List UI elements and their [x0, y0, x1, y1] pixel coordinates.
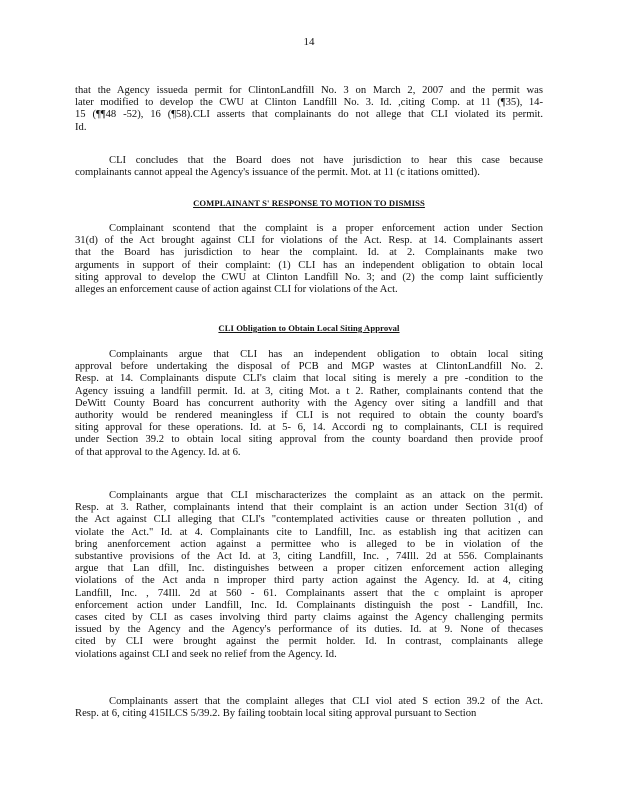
text-line: violate the Act." Id. at 4. Complainants cite to Landfill, Inc. as establish ing that acitizen can	[75, 526, 543, 538]
text-line: of that approval to the Agency. Id. at 6.	[75, 446, 241, 458]
text-line: Agency issuing a landfill permit. Id. at 3, citing Mot. a t 2. Rather, complainants contend that the	[75, 385, 543, 397]
text-line: Complainant scontend that the complaint is a proper enforcement action under Section	[109, 223, 543, 234]
text-line: Resp. at 6, citing 415ILCS 5/39.2. By failing toobtain local siting approval pursuant to Section	[75, 708, 477, 720]
text-line: 31(d) of the Act brought against CLI for violations of the Act. Resp. at 14. Complainants assert	[75, 235, 543, 247]
text-line: Landfill, Inc. , 74Ill. 2d at 560 - 61. Complainants assert that the c omplaint is aproper	[75, 587, 543, 599]
text-line: alleges an enforcement cause of action against CLI for violations of the Act.	[75, 284, 398, 296]
text-line: violations against CLI and seek no relief from the Agency. Id.	[75, 648, 337, 660]
text-line: enforcement action under Landfill, Inc. Id. Complainants distinguish the post - Landfill, Inc.	[75, 599, 543, 611]
text-line: violations of the Act anda n improper third party action against the Agency. Id. at 4, citing	[75, 575, 543, 587]
paragraph-6	[75, 696, 543, 720]
text-line: under Section 39.2 to obtain local siting approval from the county boardand then provide proof	[75, 434, 543, 446]
paragraph-1	[75, 85, 543, 134]
text-line: cited by CLI were brought against the permit holder. Id. In contrast, complainants allege	[75, 636, 543, 648]
text-line: siting approval for these operations. Id. at 5- 6, 14. Accordi ng to complainants, CLI is required	[75, 422, 543, 434]
text-line: Resp. at 3. Rather, complainants intend that their complaint is an action under Section 31(d) of	[75, 502, 543, 514]
paragraph-5	[75, 490, 543, 661]
text-line: cases cited by CLI as cases involving third party claims against the Agency challenging permits	[75, 612, 543, 624]
text-line: that the Agency issueda permit for ClintonLandfill No. 3 on March 2, 2007 and the permit was	[75, 85, 543, 96]
text-line: siting approval to develop the CWU at Clinton Landfill No. 3; and (2) the comp laint sufficiently	[75, 271, 543, 283]
text-line: substantive provisions of the Act Id. at 3, citing Landfill, Inc. , 74Ill. 2d at 556. Complainants	[75, 551, 543, 563]
text-line: argue that Lan dfill, Inc. distinguishes between a proper citizen enforcement action alleging	[75, 563, 543, 575]
text-line: the Act against CLI alleging that CLI's "contemplated activities cause or threaten pollution , and	[75, 514, 543, 526]
section-heading-siting: CLI Obligation to Obtain Local Siting Approval	[218, 323, 400, 333]
paragraph-4	[75, 349, 543, 459]
text-line: approval before undertaking the disposal of PCB and MGP wastes at ClintonLandfill No. 2.	[75, 361, 543, 373]
text-line: issued by the Agency and the Agency's performance of its duties. Id. at 9. None of thecases	[75, 624, 543, 636]
text-line: Complainants argue that CLI has an independent obligation to obtain local siting	[109, 349, 543, 360]
text-line: Complainants argue that CLI mischaracterizes the complaint as an attack on the permit.	[109, 490, 543, 501]
text-line: later modified to develop the CWU at Clinton Landfill No. 3. Id. ,citing Comp. at 11 (¶35), 14-	[75, 97, 543, 109]
text-line: complainants cannot appeal the Agency's issuance of the permit. Mot. at 11 (c itations omitted).	[75, 167, 480, 179]
text-line: Complainants assert that the complaint alleges that CLI viol ated S ection 39.2 of the Act.	[109, 696, 543, 707]
section-heading-response: COMPLAINANT S' RESPONSE TO MOTION TO DISMISS	[193, 198, 425, 208]
text-line: that the Board has jurisdiction to hear the complaint. Id. at 2. Complainants make two	[75, 247, 543, 259]
paragraph-2	[75, 155, 543, 179]
text-line: bring anenforcement action against a permittee who is alleged to be in violation of the	[75, 538, 543, 550]
text-line: CLI concludes that the Board does not have jurisdiction to hear this case because	[109, 155, 543, 166]
text-line: Id.	[75, 121, 87, 133]
text-line: Resp. at 14. Complainants dispute CLI's claim that local siting is merely a pre -condition to the	[75, 373, 543, 385]
text-line: authority would be rendered meaningless if CLI is not required to obtain the county board's	[75, 410, 543, 422]
text-line: arguments in support of their complaint: (1) CLI has an independent obligation to obtain local	[75, 259, 543, 271]
paragraph-3	[75, 223, 543, 296]
text-line: DeWitt County Board has concurrent authority with the Agency over siting a landfill and that	[75, 397, 543, 409]
text-line: 15 (¶¶48 -52), 16 (¶58).CLI asserts that complainants do not allege that CLI violated its permit.	[75, 109, 543, 121]
page-number: 14	[303, 36, 315, 48]
